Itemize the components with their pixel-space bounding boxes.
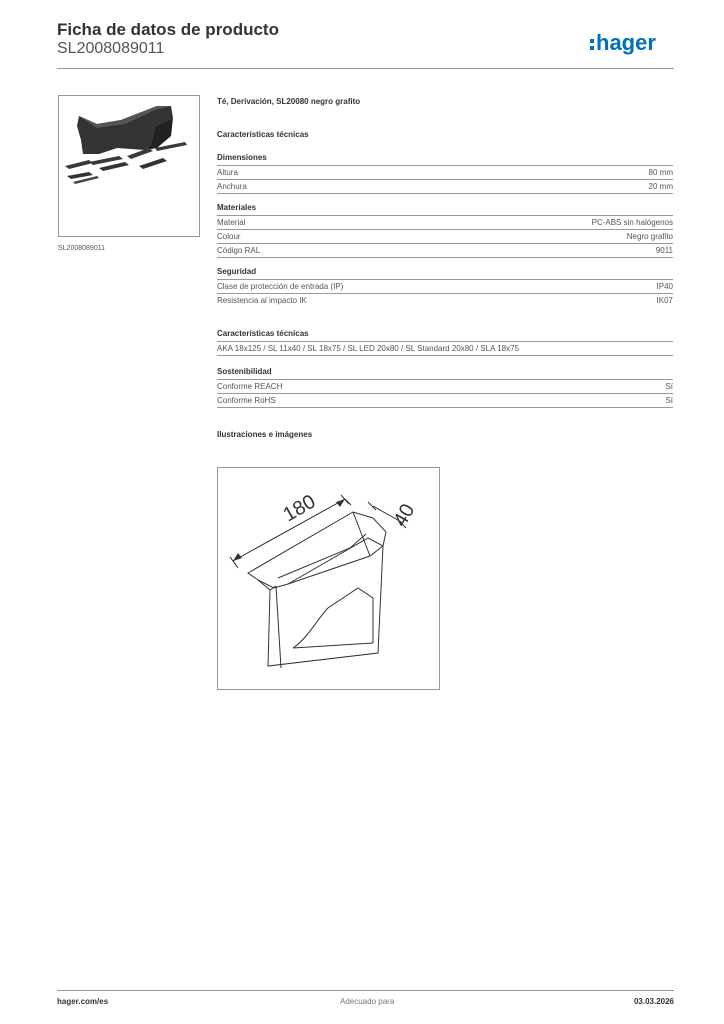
illustrations-heading: Ilustraciones e imágenes [217, 430, 313, 439]
spec-value: IP40 [656, 282, 673, 291]
spec-label: Clase de protección de entrada (IP) [217, 282, 344, 291]
spec-value: Negro grafito [626, 232, 673, 241]
spec-label: Colour [217, 232, 241, 241]
footer-suitable-for: Adecuado para [340, 997, 395, 1006]
product-image-caption: SL2008089011 [58, 245, 105, 252]
spec-label: Material [217, 218, 246, 227]
spec-value: IK07 [656, 296, 673, 305]
footer-divider [57, 990, 674, 991]
dimension-drawing [217, 467, 440, 690]
materials-heading: Materiales [217, 202, 673, 216]
footer-date: 03.03.2026 [633, 997, 674, 1006]
product-name: Té, Derivación, SL20080 negro grafito [217, 97, 361, 106]
tech2-heading: Características técnicas [217, 328, 673, 342]
compatibility-text: AKA 18x125 / SL 11x40 / SL 18x75 / SL LED 20x80 / SL Standard 20x80 / SLA 18x75 [217, 344, 519, 353]
spec-value: Sí [665, 382, 673, 391]
spec-label: Código RAL [217, 246, 261, 255]
product-sku: SL2008089011 [57, 40, 165, 57]
spec-label: Altura [217, 168, 238, 177]
dim-length-label: 180 [279, 490, 320, 527]
spec-row [217, 166, 673, 180]
spec-row [217, 294, 673, 307]
compatibility-row [217, 342, 673, 356]
safety-heading: Seguridad [217, 266, 673, 280]
hager-logo [590, 28, 676, 58]
spec-content [217, 96, 673, 442]
spec-row [217, 394, 673, 408]
spec-value: Sí [665, 396, 673, 405]
spec-value: PC-ABS sin halógenos [591, 218, 673, 227]
page-title: Ficha de datos de producto [57, 20, 279, 39]
spec-label: Conforme RoHS [217, 396, 276, 405]
spec-row [217, 380, 673, 394]
spec-row [217, 280, 673, 294]
spec-row [217, 230, 673, 244]
product-image [58, 95, 200, 237]
spec-row [217, 180, 673, 194]
spec-label: Anchura [217, 182, 247, 191]
header-divider [57, 68, 674, 69]
spec-value: 80 mm [648, 168, 673, 177]
spec-value: 20 mm [648, 182, 673, 191]
dimensions-heading: Dimensiones [217, 152, 673, 166]
spec-row [217, 244, 673, 258]
spec-label: Resistencia al impacto IK [217, 296, 307, 305]
logo-text: hager [596, 30, 656, 55]
dim-width-label: 40 [389, 500, 420, 531]
footer-website: hager.com/es [57, 997, 109, 1006]
spec-value: 9011 [655, 246, 673, 255]
spec-row [217, 216, 673, 230]
tech-heading: Características técnicas [217, 130, 309, 139]
sustainability-heading: Sostenibilidad [217, 366, 673, 380]
spec-label: Conforme REACH [217, 382, 283, 391]
